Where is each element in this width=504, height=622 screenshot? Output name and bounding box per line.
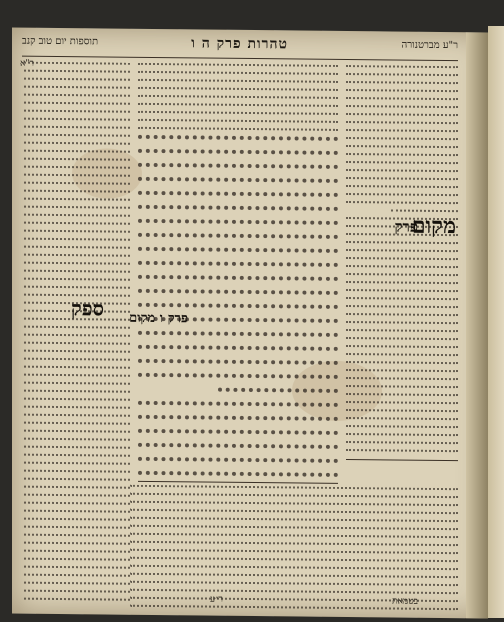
commentary-column-left <box>24 62 130 603</box>
headword-safek: ספק <box>71 296 104 321</box>
footer-catchword-right: בטמאת <box>392 596 418 607</box>
column-divider-rule <box>346 459 458 461</box>
header-right-commentary-title: ר"ע מברטנורה <box>401 39 458 52</box>
facing-page-edge <box>488 26 504 618</box>
column-divider-rule <box>138 481 338 484</box>
headword-perek-makom: פרק ו מקום <box>129 310 188 327</box>
headword-perek: פרק <box>394 217 418 236</box>
footer-catchword-left: ר״ע <box>210 594 223 605</box>
headword-makom: מקום <box>411 212 456 240</box>
mishnah-column <box>138 63 338 479</box>
header-corner-mark: ר"א <box>20 58 34 69</box>
header-tractate-title: טהרות פרק ה ו <box>191 35 288 53</box>
book-gutter <box>466 32 488 618</box>
header-left-commentary-title: תוספות יום טוב קנב <box>22 35 99 48</box>
page-header <box>20 34 458 69</box>
book-page <box>12 28 488 619</box>
commentary-column-right <box>346 65 458 454</box>
